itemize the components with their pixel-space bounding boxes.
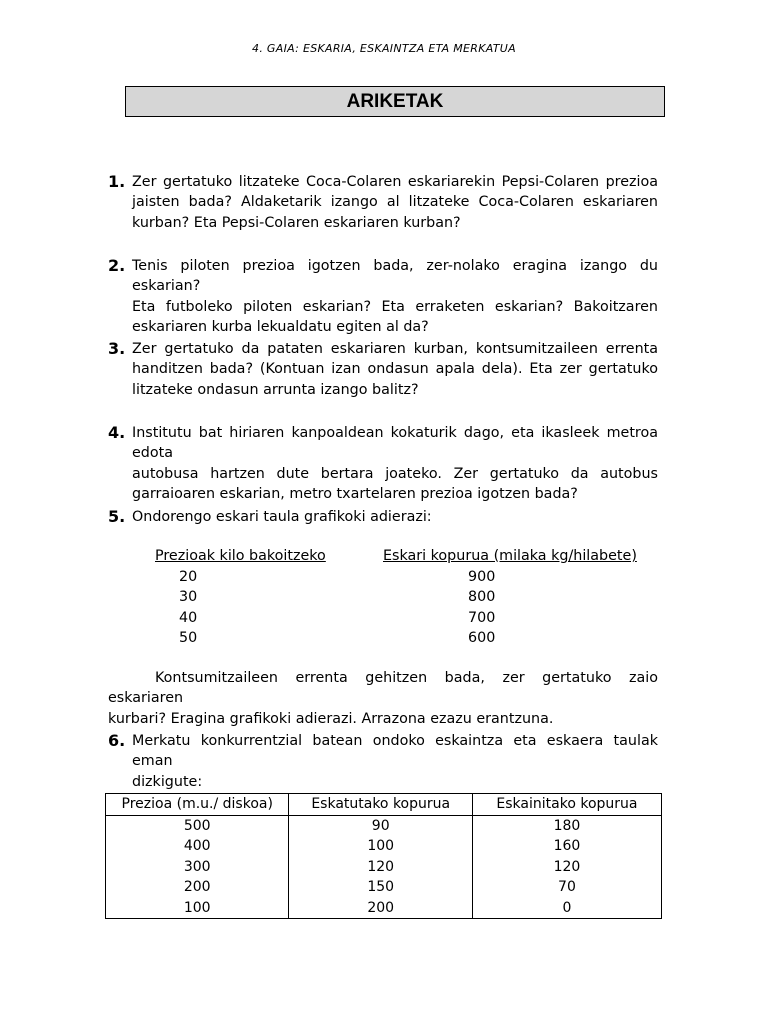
quantity-column-header: Eskari kopurua (milaka kg/hilabete)	[383, 548, 637, 564]
paragraph-line: kurbari? Eragina grafikoki adierazi. Arrazona ezazu erantzuna.	[108, 710, 554, 727]
table-cell: 160	[472, 836, 661, 856]
question-number: 2.	[108, 256, 126, 275]
question-text-line: kurban? Eta Pepsi-Colaren eskariaren kurban?	[132, 214, 461, 231]
price-cell: 50	[179, 630, 198, 647]
quantity-cell: 800	[468, 589, 496, 606]
q5-paragraph	[108, 668, 658, 729]
price-cell: 30	[179, 589, 198, 606]
question-text-line: Institutu bat hiriaren kanpoaldean kokaturik dago, eta ikasleek metroa edota	[132, 425, 658, 462]
question-text-line: Zer gertatuko litzateke Coca-Colaren eskariarekin Pepsi-Colaren prezioa	[132, 174, 658, 190]
table-cell: 90	[289, 816, 472, 837]
question-4	[108, 423, 658, 505]
table-cell: 120	[289, 857, 472, 877]
question-5	[108, 507, 658, 527]
question-number: 6.	[108, 731, 126, 750]
table-cell: 100	[106, 898, 289, 919]
table-cell: 0	[472, 898, 661, 919]
table-cell: 500	[106, 816, 289, 837]
quantity-cell: 600	[468, 630, 496, 647]
question-text-line: handitzen bada? (Kontuan izan ondasun apala dela). Eta zer gertatuko	[132, 361, 658, 378]
question-text-line: Ondorengo eskari taula grafikoki adierazi:	[132, 509, 432, 525]
table-cell: 200	[289, 898, 472, 919]
question-2	[108, 256, 658, 338]
question-text-line: Zer gertatuko da pataten eskariaren kurban, kontsumitzaileen errenta	[132, 341, 658, 357]
table-row	[106, 877, 662, 897]
table-row	[106, 836, 662, 856]
paragraph-line: Kontsumitzaileen errenta gehitzen bada, zer gertatuko zaio eskariaren	[108, 670, 658, 707]
question-number: 3.	[108, 339, 126, 358]
question-number: 5.	[108, 507, 126, 526]
table-cell: 400	[106, 836, 289, 856]
table-column-header: Eskainitako kopurua	[472, 794, 661, 816]
table-row	[106, 857, 662, 877]
table-column-header: Eskatutako kopurua	[289, 794, 472, 816]
price-cell: 20	[179, 569, 198, 585]
table-row	[106, 816, 662, 837]
page-title: ARIKETAK	[125, 86, 665, 117]
question-text-line: Tenis piloten prezioa igotzen bada, zer-nolako eragina izango du eskarian?	[132, 258, 658, 295]
table-cell: 150	[289, 877, 472, 897]
supply-demand-table-q6	[105, 793, 662, 919]
table-cell: 300	[106, 857, 289, 877]
price-column-header: Prezioak kilo bakoitzeko	[155, 548, 326, 564]
table-row	[106, 898, 662, 919]
quantity-cell: 900	[468, 569, 496, 585]
question-text-line: jaisten bada? Aldaketarik izango al litzateke Coca-Colaren eskariaren	[132, 194, 658, 211]
question-text-line: eskariaren kurba lekualdatu egiten al da?	[132, 319, 429, 336]
table-cell: 120	[472, 857, 661, 877]
question-text-line: autobusa hartzen dute bertara joateko. Zer gertatuko da autobus	[132, 465, 658, 482]
question-number: 4.	[108, 423, 126, 442]
question-text-line: garraioaren eskarian, metro txartelaren prezioa igotzen bada?	[132, 486, 578, 503]
page-header: 4. GAIA: ESKARIA, ESKAINTZA ETA MERKATUA	[252, 42, 516, 55]
question-text-line: litzateke ondasun arrunta izango balitz?	[132, 381, 419, 398]
quantity-cell: 700	[468, 609, 496, 626]
table-cell: 180	[472, 816, 661, 837]
price-cell: 40	[179, 609, 198, 626]
question-6	[108, 731, 658, 792]
table-cell: 200	[106, 877, 289, 897]
question-1	[108, 172, 658, 233]
table-cell: 70	[472, 877, 661, 897]
question-text-line: Eta futboleko piloten eskarian? Eta erraketen eskarian? Bakoitzaren	[132, 298, 658, 315]
table-cell: 100	[289, 836, 472, 856]
table-column-header: Prezioa (m.u./ diskoa)	[106, 794, 289, 816]
question-text-line: dizkigute:	[132, 773, 203, 790]
question-number: 1.	[108, 172, 126, 191]
question-3	[108, 339, 658, 400]
question-text-line: Merkatu konkurrentzial batean ondoko eskaintza eta eskaera taulak eman	[132, 733, 658, 770]
